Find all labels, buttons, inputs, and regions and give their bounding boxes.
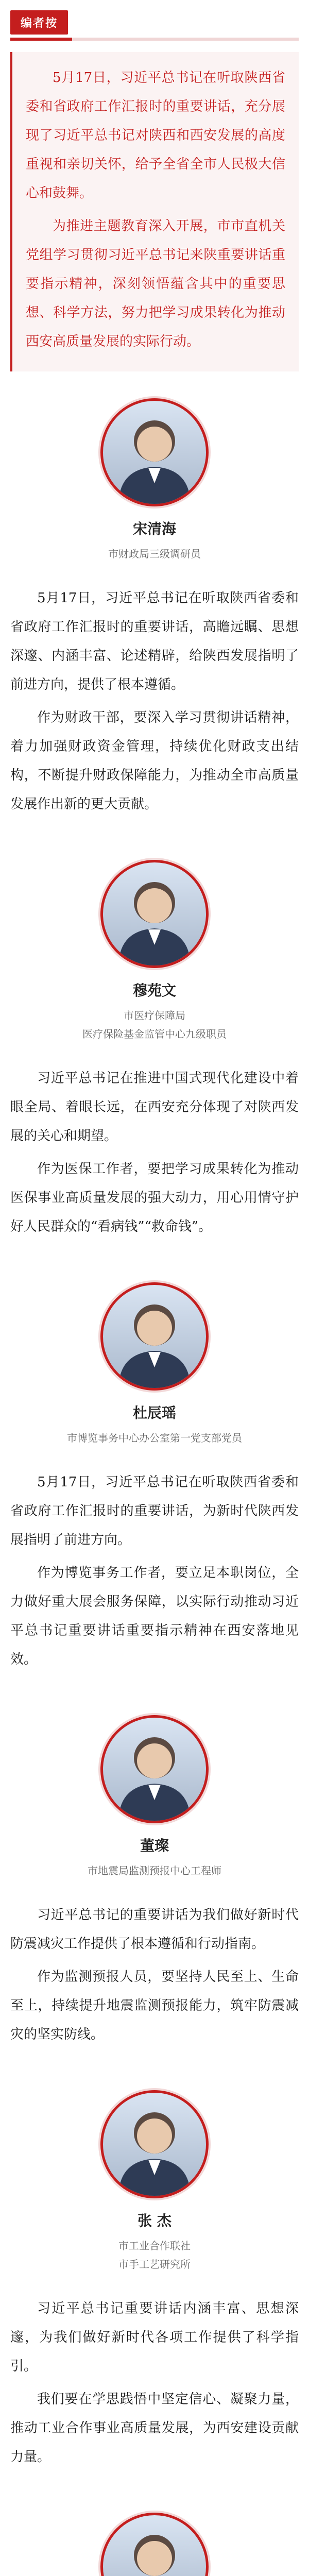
person-silhouette-icon	[103, 1285, 206, 1388]
body-paragraph: 作为财政干部，要深入学习贯彻讲话精神，着力加强财政资金管理，持续优化财政支出结构，不断提升财政保障能力，为推动全市高质量发展作出新的更大贡献。	[10, 710, 299, 812]
profile-section	[10, 2513, 299, 2576]
intro-paragraph: 为推进主题教育深入开展，市市直机关党组学习贯彻习近平总书记来陕重要讲话重要指示精神，深刻领悟蕴含其中的重要思想、科学方法，努力把学习成果转化为推动西安高质量发展的实际行动。	[26, 218, 285, 349]
person-organization: 市工业合作联社 市手工艺研究所	[118, 2240, 191, 2270]
person-organization: 市财政局三级调研员	[108, 548, 201, 560]
profile-card	[10, 1715, 299, 1880]
header-divider	[10, 38, 299, 41]
intro-paragraph: 5月17日，习近平总书记在听取陕西省委和省政府工作汇报时的重要讲话，充分展现了习近平总书记对陕西和西安发展的高度重视和亲切关怀，给予全省全市人民极大信心和鼓舞。	[26, 70, 285, 201]
profile-card	[10, 1282, 299, 1447]
person-organization: 市地震局监测预报中心工程师	[88, 1865, 221, 1877]
profile-card	[10, 860, 299, 1043]
person-silhouette-icon	[103, 862, 206, 965]
person-name: 穆苑文	[132, 982, 176, 999]
editor-note-box	[10, 52, 299, 371]
avatar-photo	[100, 1282, 209, 1391]
person-name: 宋清海	[132, 520, 176, 537]
profile-section	[10, 2090, 299, 2471]
profile-section	[10, 860, 299, 1241]
avatar-photo	[100, 860, 209, 968]
profile-card	[10, 2513, 299, 2576]
body-paragraph: 作为医保工作者，要把学习成果转化为推动医保事业高质量发展的强大动力，用心用情守护好人民群众的“看病钱”“救命钱”。	[10, 1161, 299, 1234]
person-silhouette-icon	[103, 401, 206, 504]
profile-list	[10, 398, 299, 2576]
avatar-photo	[100, 2090, 209, 2198]
person-silhouette-icon	[103, 1718, 206, 1821]
article	[10, 0, 299, 2576]
avatar-photo	[100, 398, 209, 506]
editor-note-title: 编者按	[10, 10, 68, 35]
body-paragraph: 5月17日，习近平总书记在听取陕西省委和省政府工作汇报时的重要讲话，为新时代陕西发展指明了前进方向。	[10, 1475, 299, 1548]
person-silhouette-icon	[103, 2093, 206, 2196]
body-paragraph: 习近平总书记的重要讲话为我们做好新时代防震减灾工作提供了根本遵循和行动指南。	[10, 1907, 299, 1952]
person-name: 张 杰	[138, 2212, 171, 2229]
body-paragraph: 作为博览事务工作者，要立足本职岗位，全力做好重大展会服务保障，以实际行动推动习近平总书记重要讲话重要指示精神在西安落地见效。	[10, 1565, 299, 1667]
body-paragraph: 5月17日，习近平总书记在听取陕西省委和省政府工作汇报时的重要讲话，高瞻远瞩、思想深邃、内涵丰富、论述精辟，给陕西发展指明了前进方向，提供了根本遵循。	[10, 590, 299, 692]
profile-section	[10, 1282, 299, 1674]
person-organization: 市医疗保障局 医疗保险基金监管中心九级职员	[82, 1009, 227, 1040]
person-name: 杜辰瑶	[132, 1404, 176, 1421]
profile-section	[10, 398, 299, 819]
avatar-photo	[100, 2513, 209, 2576]
body-paragraph: 作为监测预报人员，要坚持人民至上、生命至上，持续提升地震监测预报能力，筑牢防震减灾的坚实防线。	[10, 1969, 299, 2042]
avatar-photo	[100, 1715, 209, 1823]
person-name: 董璨	[140, 1837, 169, 1854]
person-silhouette-icon	[103, 2515, 206, 2576]
body-paragraph: 我们要在学思践悟中坚定信心、凝聚力量，推动工业合作事业高质量发展，为西安建设贡献力量。	[10, 2392, 299, 2465]
profile-card	[10, 2090, 299, 2274]
profile-section	[10, 1715, 299, 2049]
body-paragraph: 习近平总书记重要讲话内涵丰富、思想深邃，为我们做好新时代各项工作提供了科学指引。	[10, 2301, 299, 2374]
body-paragraph: 习近平总书记在推进中国式现代化建设中着眼全局、着眼长远，在西安充分体现了对陕西发展的关心和期望。	[10, 1071, 299, 1144]
person-organization: 市博览事务中心办公室第一党支部党员	[67, 1432, 242, 1444]
editor-note-header	[10, 10, 299, 41]
profile-card	[10, 398, 299, 563]
